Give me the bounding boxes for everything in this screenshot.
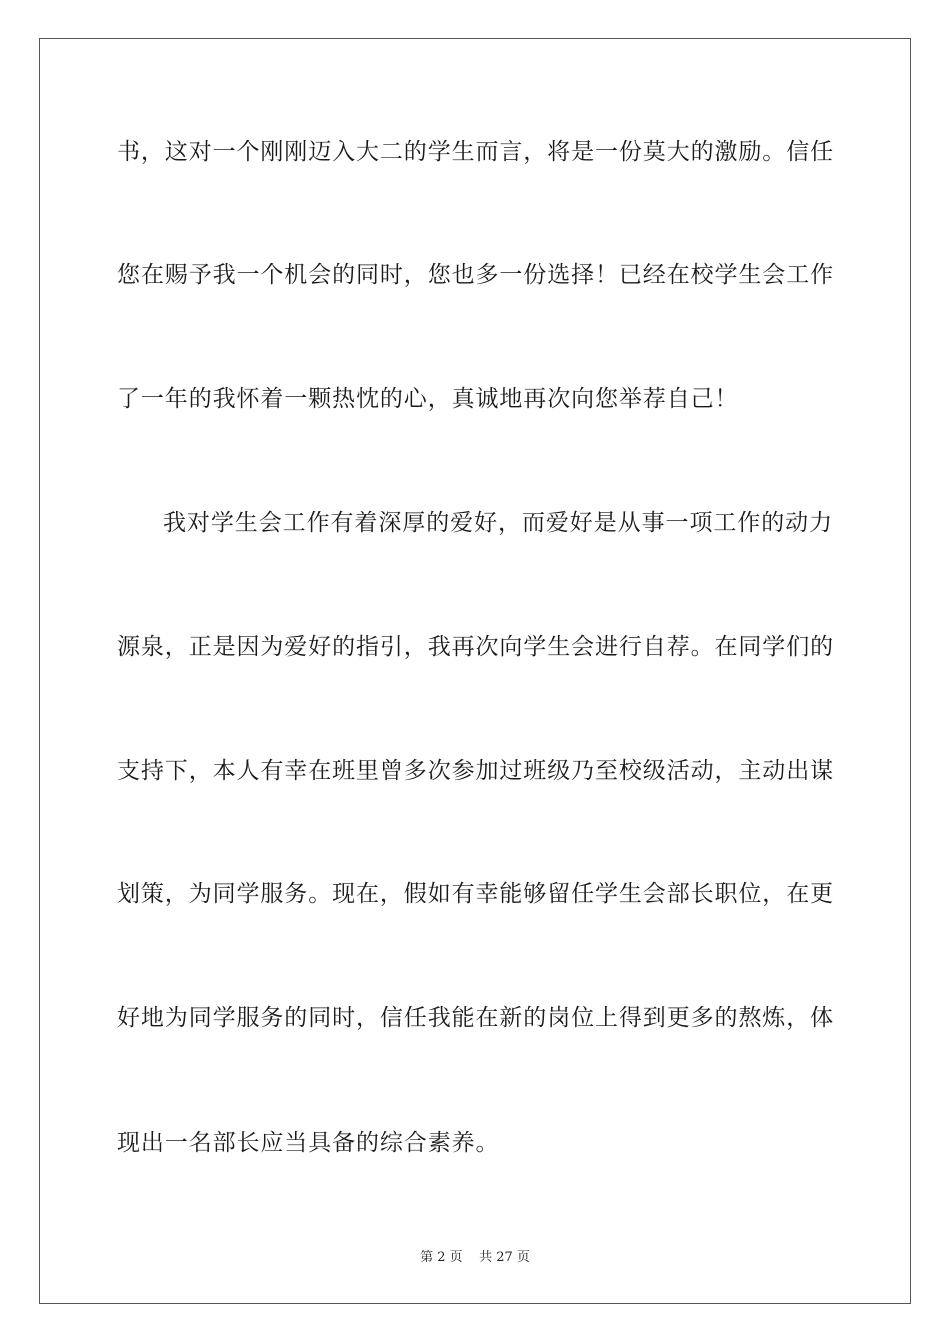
body-text-line: 源泉，正是因为爱好的指引，我再次向学生会进行自荐。在同学们的 (117, 634, 834, 660)
paragraph-first-line: 我对学生会工作有着深厚的爱好，而爱好是从事一项工作的动力 (163, 510, 833, 536)
body-text-line: 现出一名部长应当具备的综合素养。 (117, 1130, 500, 1156)
body-text-line: 支持下，本人有幸在班里曾多次参加过班级乃至校级活动，主动出谋 (117, 758, 834, 784)
body-text-line: 好地为同学服务的同时，信任我能在新的岗位上得到更多的熬炼，体 (117, 1005, 834, 1031)
body-text-line: 划策，为同学服务。现在，假如有幸能够留任学生会部长职位，在更 (117, 881, 834, 907)
body-text-line: 书，这对一个刚刚迈入大二的学生而言，将是一份莫大的激励。信任 (117, 139, 834, 165)
page-border (39, 38, 911, 1304)
page-number-footer: 第 2 页 共 27 页 (420, 1250, 530, 1265)
body-text-line: 您在赐予我一个机会的同时，您也多一份选择！已经在校学生会工作 (117, 262, 834, 288)
body-text-line: 了一年的我怀着一颗热忱的心，真诚地再次向您举荐自己！ (117, 386, 739, 412)
